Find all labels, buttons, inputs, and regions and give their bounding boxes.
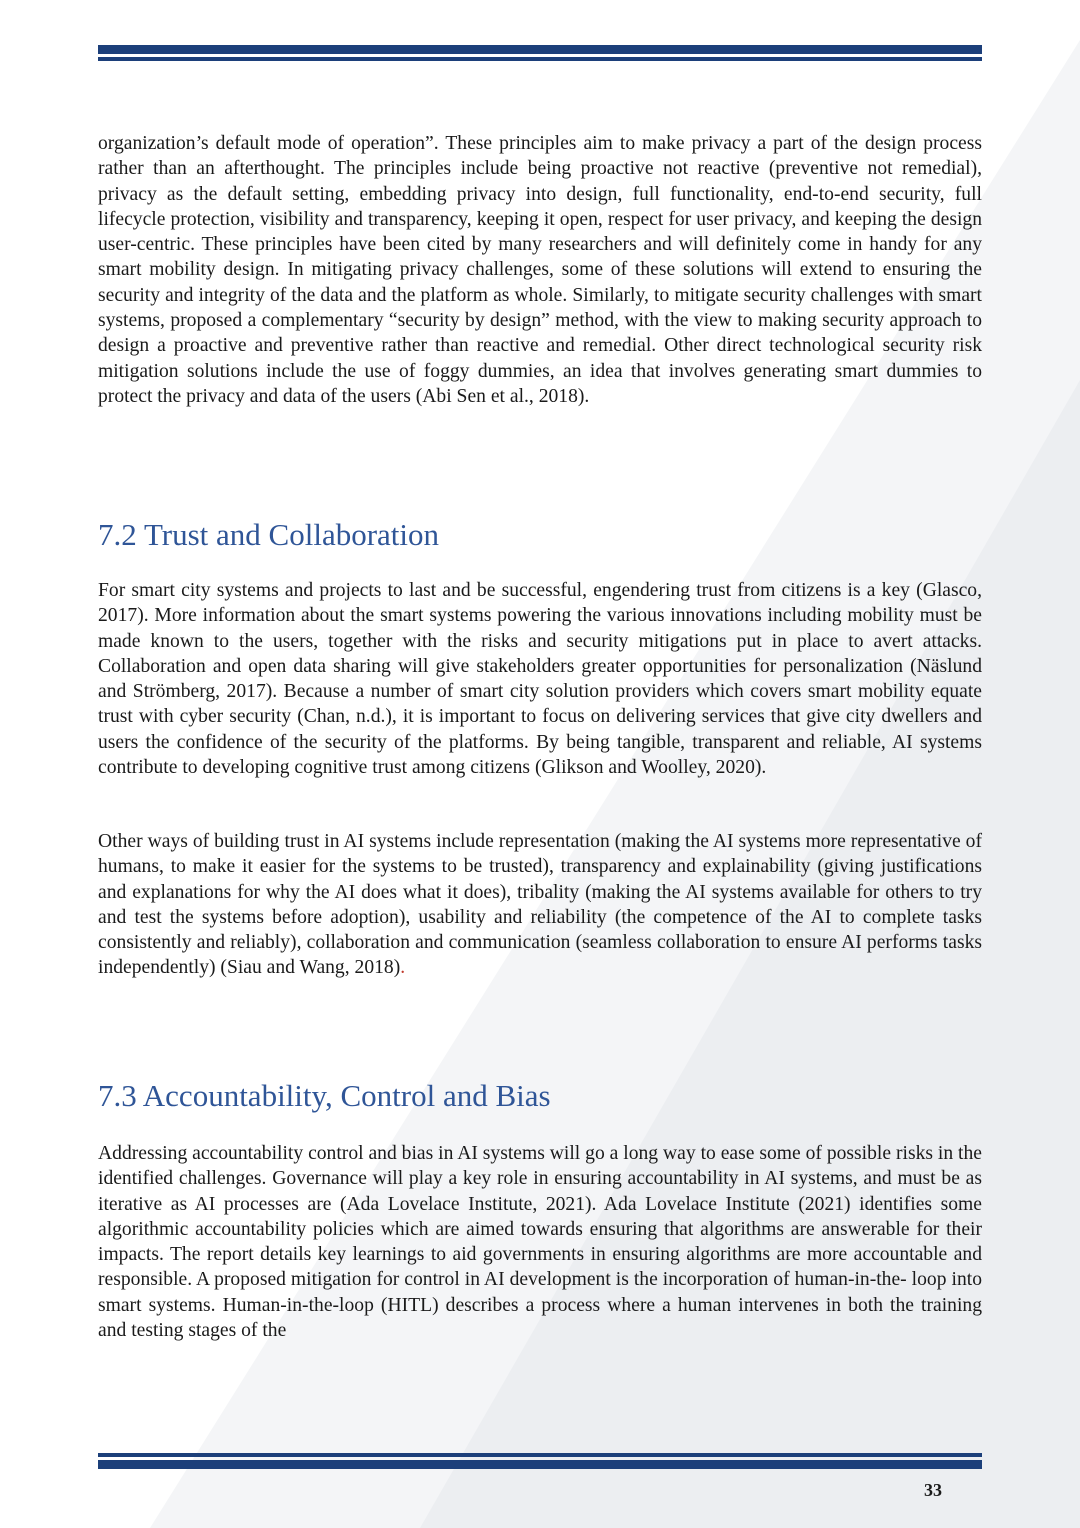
intro-block xyxy=(98,131,982,409)
accountability-paragraph-1: Addressing accountability control and bias in AI systems will go a long way to ease some of possible risks in the identified challenges. Governance will play a key role in ensuring accountability in AI systems, and must be as iterative as AI processes are (Ada Lovelace Institute, 2021). Ada Lovelace Institute (2021) identifies some algorithmic accountability policies which are aimed towards ensuring that algorithms are answerable for their impacts. The report details key learnings to aid governments in ensuring algorithms are more accountable and responsible. A proposed mitigation for control in AI development is the incorporation of human-in-the- loop into smart systems. Human-in-the-loop (HITL) describes a process where a human intervenes in both the training and testing stages of the xyxy=(98,1143,982,1342)
section-heading-trust-collaboration: 7.2 Trust and Collaboration xyxy=(98,517,440,552)
section-7-2-body xyxy=(98,578,982,780)
section-heading-accountability: 7.3 Accountability, Control and Bias xyxy=(98,1078,551,1113)
footer-rule xyxy=(98,1453,982,1469)
trust-paragraph-2 xyxy=(98,829,982,981)
page-number: 33 xyxy=(924,1480,942,1500)
trust-paragraph-1: For smart city systems and projects to last and be successful, engendering trust from citizens is a key (Glasco, 2017). More information about the smart systems powering the various innovations including mobility must be made known to the users, together with the risks and security mitigations put in place to avert attacks. Collaboration and open data sharing will give stakeholders greater opportunities for personalization (Näslund and Strömberg, 2017). Because a number of smart city solution providers which covers smart mobility equate trust with cyber security (Chan, n.d.), it is important to focus on delivering services that give city dwellers and users the confidence of the security of the platforms. By being tangible, transparent and reliable, AI systems contribute to developing cognitive trust among citizens (Glikson and Woolley, 2020). xyxy=(98,580,982,779)
section-7-2-body-2 xyxy=(98,829,982,981)
intro-paragraph: organization’s default mode of operation”. These principles aim to make privacy a part of the design process rather than an afterthought. The principles include being proactive not reactive (preventive not remedial), privacy as the default setting, embedding privacy into design, full functionality, end-to-end security, full lifecycle protection, visibility and transparency, keeping it open, respect for user privacy, and keeping the design user-centric. These principles have been cited by many researchers and will definitely come in handy for any smart mobility design. In mitigating privacy challenges, some of these solutions will extend to ensuring the security and integrity of the data and the platform as whole. Similarly, to mitigate security challenges with smart systems, proposed a complementary “security by design” method, with the view to making security approach to design a proactive and preventive rather than reactive and remedial. Other direct technological security risk mitigation solutions include the use of foggy dummies, an idea that involves generating smart dummies to protect the privacy and data of the users (Abi Sen et al., 2018). xyxy=(98,133,982,407)
section-7-2 xyxy=(98,517,982,553)
trust-paragraph-2-text: Other ways of building trust in AI systems include representation (making the AI systems more representative of humans, to make it easier for the systems to be trusted), transparency and explainability (giving justifications and explanations for why the AI does what it does), tribality (making the AI systems available for others to try and test the systems before adoption), usability and reliability (the competence of the AI to complete tasks consistently and reliably), collaboration and communication (seamless collaboration to ensure AI performs tasks independently) (Siau and Wang, 2018) xyxy=(98,831,982,979)
section-7-3 xyxy=(98,1078,982,1114)
trust-paragraph-2-end: . xyxy=(400,957,406,979)
section-7-3-body xyxy=(98,1141,982,1343)
header-rule xyxy=(98,45,982,61)
